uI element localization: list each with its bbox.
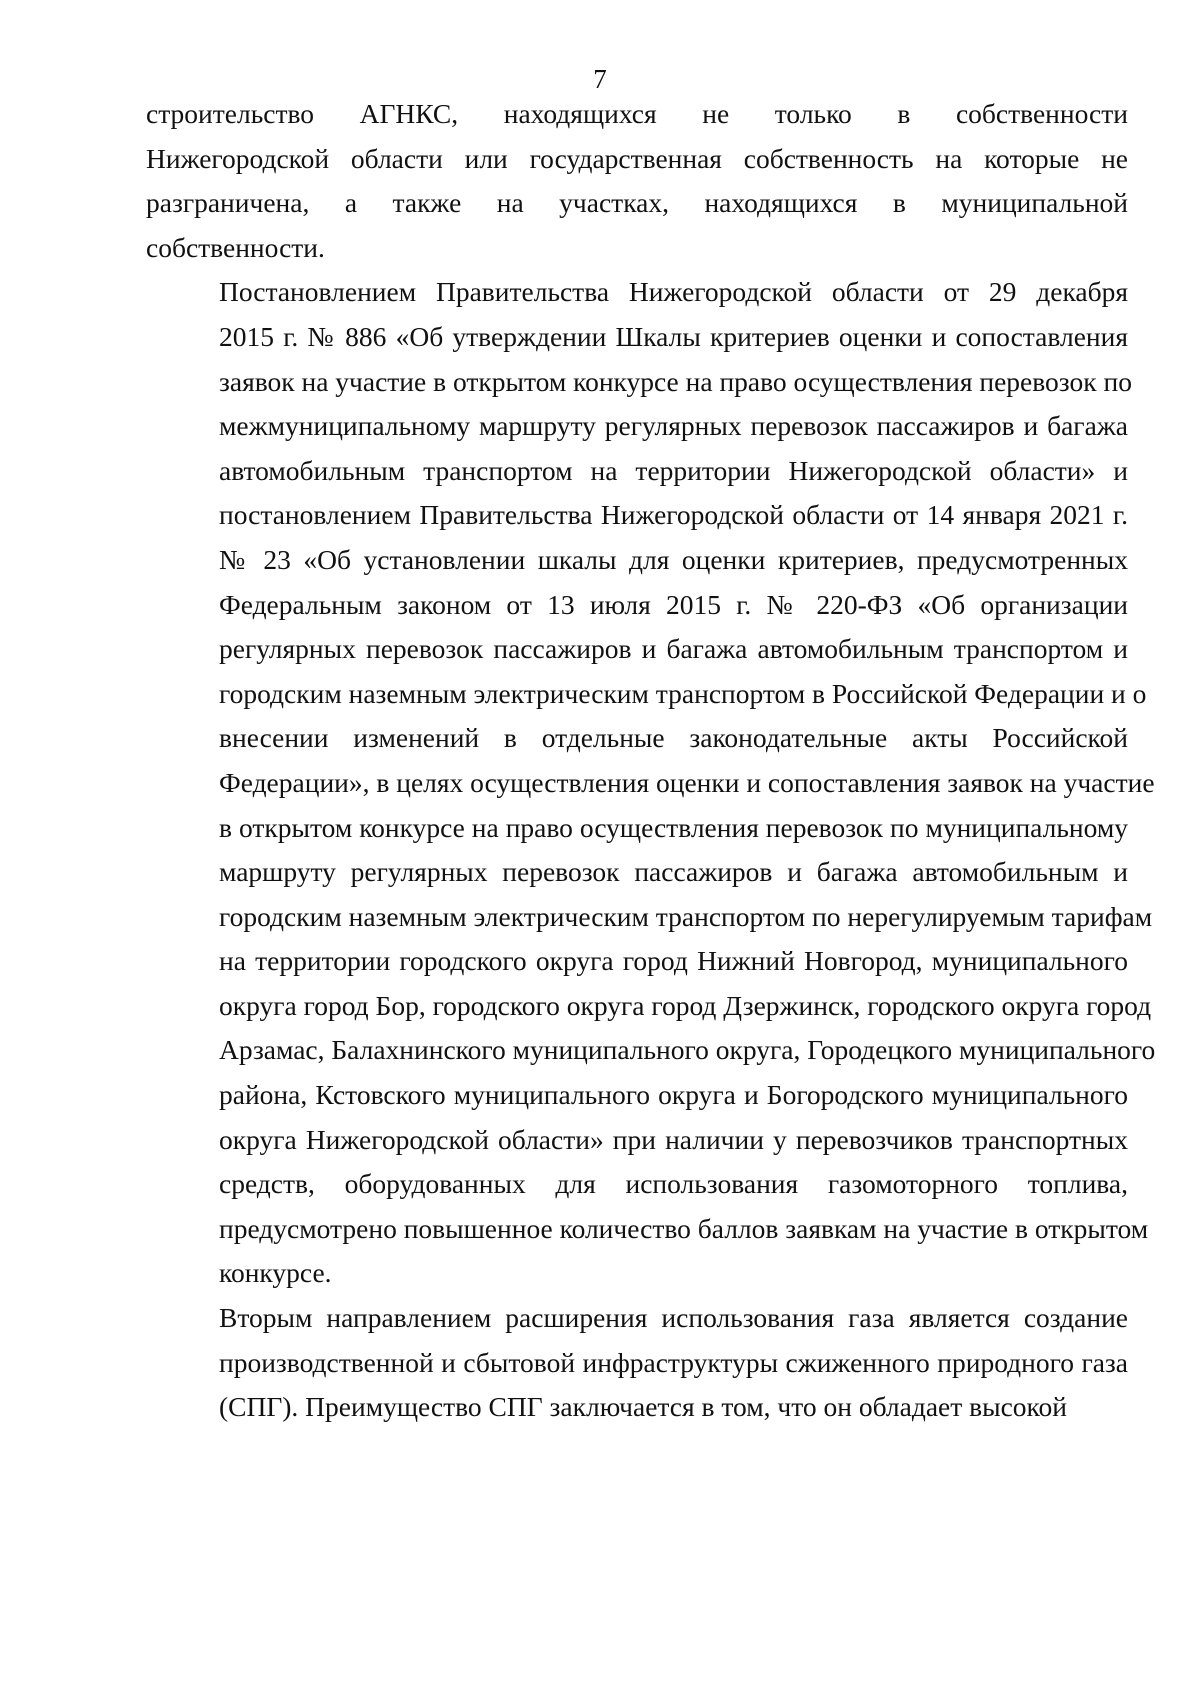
text-line: заявок на участие в открытом конкурсе на право осуществления перевозок по <box>219 365 1132 397</box>
text-line: 2015 г. № 886 «Об утверждении Шкалы критериев оценки и сопоставления <box>219 320 1128 352</box>
text-line: Постановлением Правительства Нижегородской области от 29 декабря <box>219 276 1128 308</box>
text-line: Федеральным законом от 13 июля 2015 г. № 220-ФЗ «Об организации <box>219 588 1128 620</box>
text-line: строительство АГНКС, находящихся не только в собственности <box>146 98 1128 129</box>
text-line: производственной и сбытовой инфраструктуры сжиженного природного газа <box>219 1346 1128 1378</box>
text-line: Федерации», в целях осуществления оценки и сопоставления заявок на участие <box>219 766 1155 798</box>
text-line: постановлением Правительства Нижегородской области от 14 января 2021 г. <box>219 499 1128 531</box>
page-number: 7 <box>593 64 607 94</box>
text-line: (СПГ). Преимущество СПГ заключается в том, что он обладает высокой <box>219 1391 1067 1423</box>
text-line: средств, оборудованных для использования газомоторного топлива, <box>219 1168 1128 1200</box>
paragraph-resolutions <box>146 270 1156 1296</box>
text-line: городским наземным электрическим транспортом по нерегулируемым тарифам <box>219 900 1153 932</box>
text-line: автомобильным транспортом на территории Нижегородской области» и <box>219 454 1128 486</box>
text-line: маршруту регулярных перевозок пассажиров и багажа автомобильным и <box>219 856 1128 888</box>
text-line: округа Нижегородской области» при наличии у перевозчиков транспортных <box>219 1123 1128 1155</box>
text-line: Вторым направлением расширения использования газа является создание <box>219 1302 1128 1334</box>
text-line: регулярных перевозок пассажиров и багажа автомобильным транспортом и <box>219 633 1128 665</box>
text-line: разграничена, а также на участках, находящихся в муниципальной <box>146 187 1128 219</box>
text-line: городским наземным электрическим транспортом в Российской Федерации и о <box>219 677 1147 709</box>
text-line: района, Кстовского муниципального округа и Богородского муниципального <box>219 1079 1128 1111</box>
paragraph-lng-direction <box>146 1296 1128 1430</box>
text-line: Нижегородской области или государственная собственность на которые не <box>146 142 1128 174</box>
text-line: конкурсе. <box>219 1257 332 1289</box>
text-line: межмуниципальному маршруту регулярных перевозок пассажиров и багажа <box>219 410 1128 442</box>
text-line: № 23 «Об установлении шкалы для оценки критериев, предусмотренных <box>219 543 1128 575</box>
text-line: внесении изменений в отдельные законодательные акты Российской <box>219 722 1128 754</box>
text-line: на территории городского округа город Нижний Новгород, муниципального <box>219 945 1128 977</box>
text-line: собственности. <box>146 231 325 263</box>
text-line: Арзамас, Балахнинского муниципального округа, Городецкого муниципального <box>219 1034 1156 1066</box>
document-body <box>146 92 1156 1430</box>
text-line: в открытом конкурсе на право осуществления перевозок по муниципальному <box>219 811 1128 843</box>
text-line: округа город Бор, городского округа город Дзержинск, городского округа город <box>219 989 1152 1021</box>
paragraph-continuation <box>146 92 1128 270</box>
text-line: предусмотрено повышенное количество баллов заявкам на участие в открытом <box>219 1212 1149 1244</box>
